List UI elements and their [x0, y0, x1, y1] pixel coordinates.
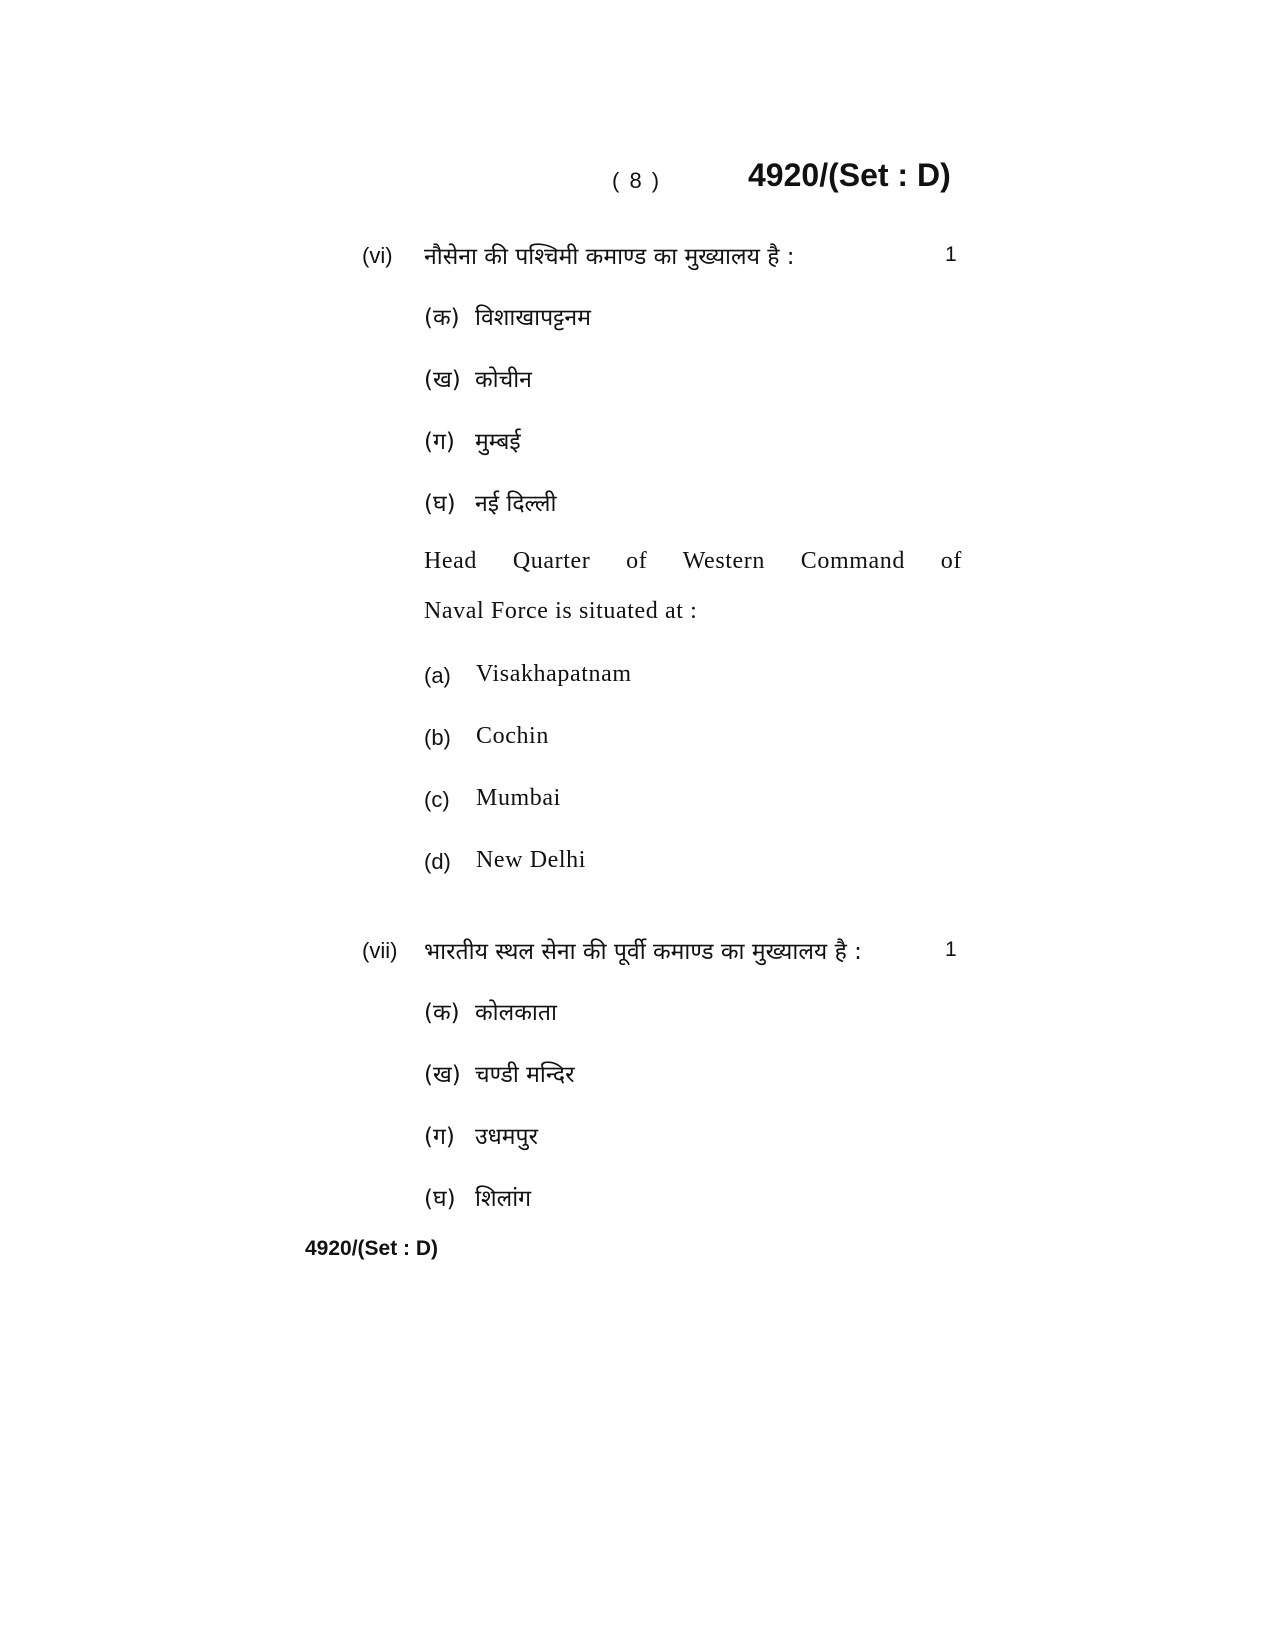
- option-label: (घ): [424, 1186, 456, 1212]
- option-label: (ख): [424, 367, 461, 393]
- question-text-english-line2: Naval Force is situated at :: [424, 598, 698, 624]
- paper-code-footer: 4920/(Set : D): [305, 1237, 439, 1260]
- option-text-hindi: कोचीन: [475, 367, 532, 393]
- option-label: (d): [424, 849, 451, 874]
- option-text-hindi: मुम्बई: [475, 429, 521, 455]
- option-label: (ख): [424, 1062, 461, 1088]
- question-text-hindi: भारतीय स्थल सेना की पूर्वी कमाण्ड का मुख्यालय है :: [424, 939, 862, 965]
- option-label: (b): [424, 725, 451, 750]
- question-marks: 1: [945, 243, 957, 266]
- option-text-hindi: विशाखापट्टनम: [475, 305, 591, 331]
- option-text-english: New Delhi: [476, 847, 587, 873]
- page-number: ( 8 ): [612, 168, 662, 193]
- option-label: (घ): [424, 491, 456, 517]
- option-text-english: Visakhapatnam: [476, 661, 632, 687]
- option-label: (ग): [424, 1124, 455, 1150]
- question-number: (vi): [362, 243, 393, 268]
- option-label: (क): [424, 1000, 460, 1026]
- option-text-hindi: शिलांग: [475, 1186, 532, 1212]
- option-text-hindi: उधमपुर: [475, 1124, 538, 1150]
- option-text-hindi: नई दिल्ली: [475, 491, 557, 517]
- question-text-hindi: नौसेना की पश्चिमी कमाण्ड का मुख्यालय है :: [424, 244, 795, 270]
- question-text-english-line1: Head Quarter of Western Command of: [424, 548, 962, 574]
- option-label: (c): [424, 787, 450, 812]
- option-label: (क): [424, 305, 460, 331]
- option-label: (a): [424, 663, 451, 688]
- question-number: (vii): [362, 938, 398, 963]
- paper-code-header: 4920/(Set : D): [748, 157, 951, 193]
- option-text-hindi: चण्डी मन्दिर: [475, 1062, 575, 1088]
- option-text-english: Cochin: [476, 723, 549, 749]
- option-text-hindi: कोलकाता: [475, 1000, 557, 1026]
- option-label: (ग): [424, 429, 455, 455]
- question-marks: 1: [945, 938, 957, 961]
- option-text-english: Mumbai: [476, 785, 561, 811]
